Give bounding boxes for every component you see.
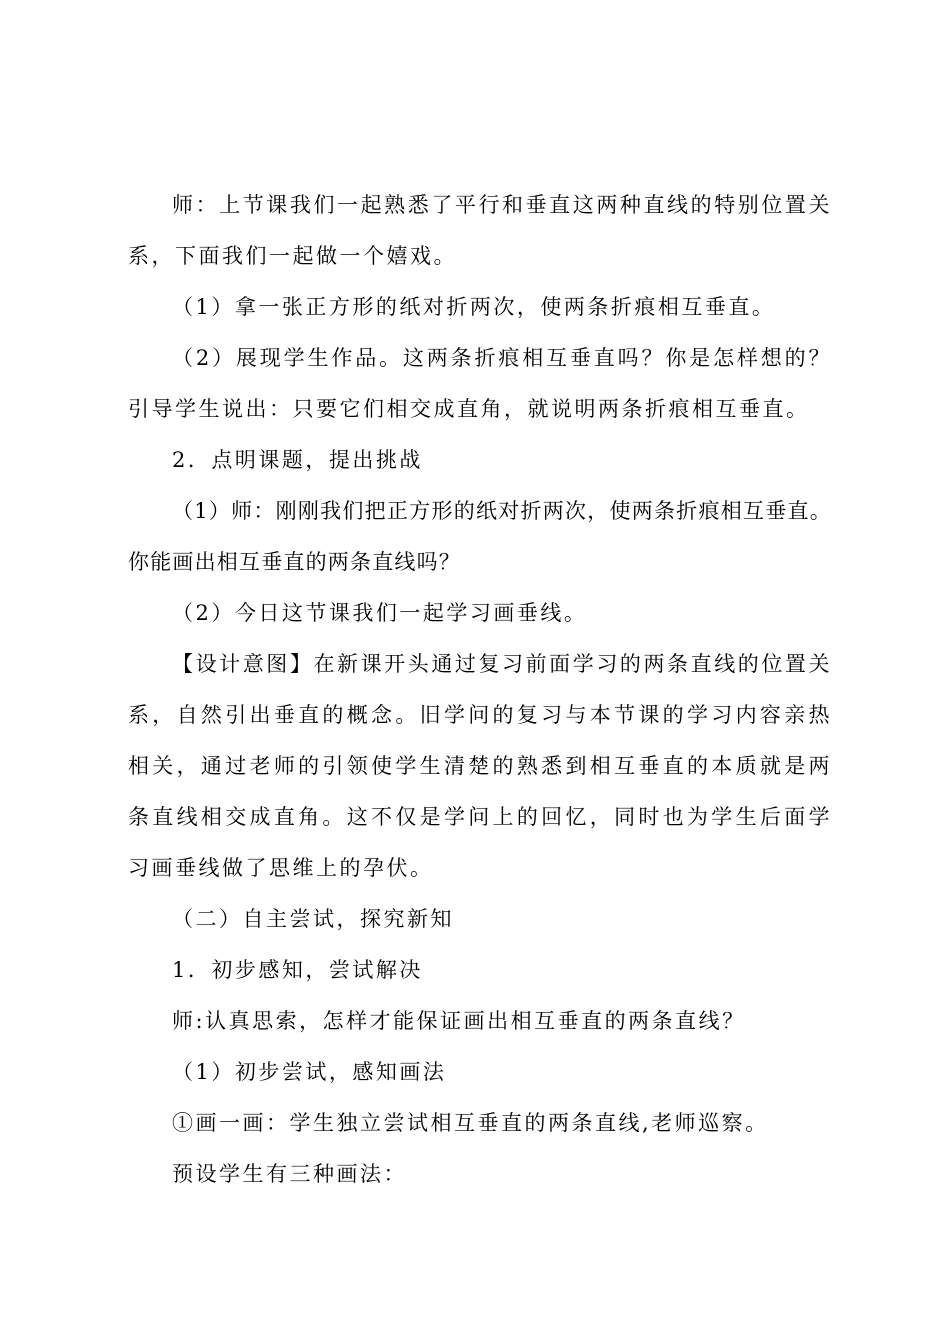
heading-point-topic: 2．点明课题，提出挑战 [172,448,423,472]
paragraph-intro: 师：上节课我们一起熟悉了平行和垂直这两种直线的特别位置关系，下面我们一起做一个嬉戏。 [128,193,832,268]
heading-section-two: （二）自主尝试，探究新知 [172,907,454,931]
paragraph-step-fold: （1）拿一张正方形的纸对折两次，使两条折痕相互垂直。 [172,295,776,319]
paragraph-teacher-question: 师:认真思索，怎样才能保证画出相互垂直的两条直线？ [172,1009,746,1033]
paragraph-today: （2）今日这节课我们一起学习画垂线。 [172,601,588,625]
paragraph-design-intent: 【设计意图】在新课开头通过复习前面学习的两条直线的位置关系，自然引出垂直的概念。旧学问的复习与本节课的学习内容亲热相关，通过老师的引领使学生清楚的熟悉到相互垂直的本质就是两条直线相交成直角。这不仅是学问上的回忆，同时也为学生后面学习画垂线做了思维上的孕伏。 [128,652,832,880]
paragraph-draw: ①画一画：学生独立尝试相互垂直的两条直线,老师巡察。 [172,1111,769,1135]
paragraph-challenge: （1）师：刚刚我们把正方形的纸对折两次，使两条折痕相互垂直。你能画出相互垂直的两条直线吗？ [128,499,832,574]
heading-initial-attempt: （1）初步尝试，感知画法 [172,1060,447,1084]
paragraph-preset-methods: 预设学生有三种画法： [172,1162,407,1186]
paragraph-step-show: （2）展现学生作品。这两条折痕相互垂直吗？你是怎样想的？引导学生说出：只要它们相交成直角，就说明两条折痕相互垂直。 [128,346,832,421]
document-body [128,180,832,1200]
heading-initial-perception: 1．初步感知，尝试解决 [172,958,423,982]
